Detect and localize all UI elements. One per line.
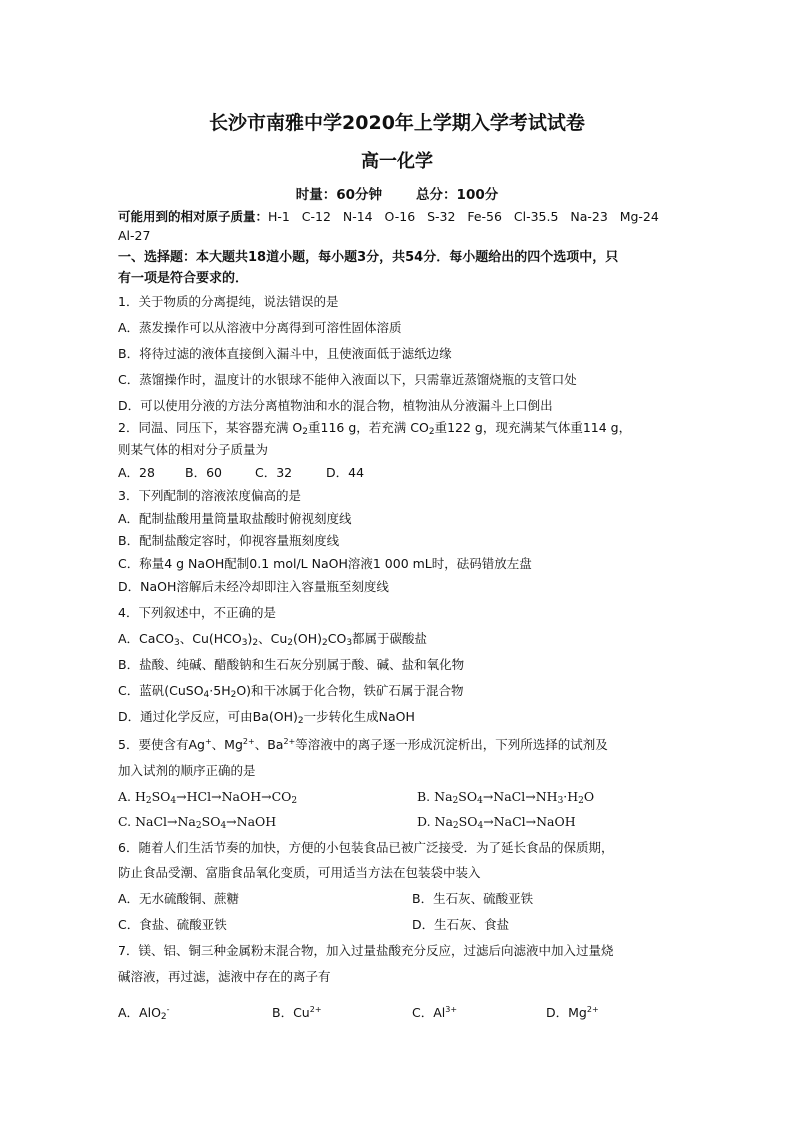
q6-option-c: C．食盐、硫酸亚铁 bbox=[118, 917, 227, 932]
q5-option-d bbox=[417, 814, 576, 830]
q2-stem-line2: 则某气体的相对分子质量为 bbox=[118, 442, 269, 457]
q6-stem-line2: 防止食品受潮、富脂食品氧化变质，可用适当方法在包装袋中装入 bbox=[118, 865, 481, 880]
q7-option-a bbox=[118, 1005, 170, 1021]
q3-option-d: D．NaOH溶解后未经冷却即注入容量瓶至刻度线 bbox=[118, 579, 389, 594]
q5-sub: 4 bbox=[220, 821, 227, 831]
q4-a-text: 都属于碳酸盐 bbox=[352, 631, 428, 646]
q7-sub: 2 bbox=[160, 1012, 167, 1022]
q1-option-d: D．可以使用分液的方法分离植物油和水的混合物，植物油从分液漏斗上口倒出 bbox=[118, 398, 553, 413]
q7-sup: 3+ bbox=[445, 1005, 458, 1014]
q7-d-text: D．Mg bbox=[546, 1005, 587, 1020]
q5-d-text: →NaCl→NaOH bbox=[483, 814, 576, 829]
q5-sup: 2+ bbox=[283, 737, 296, 746]
q2-option-d: D．44 bbox=[326, 465, 365, 480]
q5-a-text: →HCl→NaOH→CO bbox=[176, 789, 292, 804]
q1-stem: 1．关于物质的分离提纯，说法错误的是 bbox=[118, 294, 339, 309]
q1-option-b: B．将待过滤的液体直接倒入漏斗中，且使液面低于滤纸边缘 bbox=[118, 346, 452, 361]
q4-sub: 3 bbox=[174, 638, 180, 648]
subject-title: 高一化学 bbox=[361, 151, 433, 172]
q5-stem-text: 等溶液中的离子逐一形成沉淀析出，下列所选择的试剂及 bbox=[295, 737, 608, 752]
q5-b-text: B. Na bbox=[417, 789, 453, 804]
q7-sup: - bbox=[166, 1005, 170, 1014]
q5-b-text: ·H bbox=[563, 789, 579, 804]
q7-stem-line2: 碱溶液，再过滤，滤液中存在的离子有 bbox=[118, 969, 331, 984]
q5-sup: + bbox=[204, 737, 212, 746]
q4-a-text: (OH) bbox=[293, 631, 322, 646]
q5-sub: 2 bbox=[452, 796, 459, 806]
q5-sub: 2 bbox=[452, 821, 459, 831]
q5-stem bbox=[118, 737, 608, 753]
q5-b-text: O bbox=[583, 789, 595, 804]
q2-sub: 2 bbox=[428, 427, 435, 437]
atomic-mass-values: H-1 C-12 N-14 O-16 S-32 Fe-56 Cl-35.5 Na-23 Mg-24 bbox=[268, 209, 659, 224]
q7-option-b bbox=[272, 1005, 322, 1021]
q2-option-c: C．32 bbox=[255, 465, 293, 480]
q5-stem-text: 、Mg bbox=[211, 737, 243, 752]
atomic-mass-label: 可能用到的相对原子质量： bbox=[118, 209, 269, 224]
time-limit: 时量：60分钟 bbox=[295, 187, 383, 203]
q5-b-text: →NaCl→NH bbox=[482, 789, 558, 804]
q2-stem-part1: 2．同温、同压下，某容器充满 O bbox=[118, 420, 303, 435]
q4-c-text: C．蓝矾(CuSO bbox=[118, 683, 204, 698]
q6-stem-line1: 6．随着人们生活节奏的加快，方便的小包装食品已被广泛接受．为了延长食品的保质期， bbox=[118, 840, 614, 855]
q5-sub: 2 bbox=[578, 796, 584, 806]
atomic-mass-values-cont: Al-27 bbox=[118, 228, 151, 243]
q5-c-text: →NaOH bbox=[226, 814, 277, 829]
total-score: 总分：100分 bbox=[416, 187, 499, 203]
section-heading-line2: 有一项是符合要求的． bbox=[118, 271, 249, 286]
q5-d-text: SO bbox=[458, 814, 478, 829]
q1-option-a: A．蒸发操作可以从溶液中分离得到可溶性固体溶质 bbox=[118, 320, 402, 335]
q4-a-text: 、Cu(HCO bbox=[179, 631, 242, 646]
q2-stem-part3: 重122 g，现充满某气体重114 g， bbox=[434, 420, 632, 435]
q4-sub: 2 bbox=[287, 638, 293, 648]
q2-option-b: B．60 bbox=[185, 465, 222, 480]
section-heading-line1: 一、选择题：本大题共18道小题，每小题3分，共54分．每小题给出的四个选项中，只 bbox=[118, 250, 619, 265]
q5-stem-line2: 加入试剂的顺序正确的是 bbox=[118, 763, 256, 778]
q3-option-b: B．配制盐酸定容时，仰视容量瓶刻度线 bbox=[118, 533, 340, 548]
q5-option-a bbox=[118, 789, 297, 805]
q2-sub: 2 bbox=[302, 427, 309, 437]
q2-stem bbox=[118, 420, 631, 436]
q5-sub: 3 bbox=[557, 796, 564, 806]
q4-stem: 4．下列叙述中，不正确的是 bbox=[118, 605, 276, 620]
q4-sub: 4 bbox=[203, 690, 210, 700]
q3-stem: 3．下列配制的溶液浓度偏高的是 bbox=[118, 488, 301, 503]
atomic-mass-line bbox=[118, 209, 659, 225]
q4-sub: 2 bbox=[230, 690, 237, 700]
q4-c-text: O)和干冰属于化合物，铁矿石属于混合物 bbox=[236, 683, 464, 698]
q5-sub: 4 bbox=[477, 796, 483, 806]
q5-stem-text: 、Ba bbox=[254, 737, 284, 752]
q4-sub: 3 bbox=[241, 638, 248, 648]
q4-a-text: A．CaCO bbox=[118, 631, 175, 646]
q5-sub: 2 bbox=[291, 796, 298, 806]
q4-option-a bbox=[118, 631, 427, 647]
q5-sub: 4 bbox=[170, 796, 177, 806]
q3-option-c: C．称量4 g NaOH配制0.1 mol/L NaOH溶液1 000 mL时，砝码错放左盘 bbox=[118, 556, 532, 571]
q4-option-b: B．盐酸、纯碱、醋酸钠和生石灰分别属于酸、碱、盐和氧化物 bbox=[118, 657, 465, 672]
q4-option-c bbox=[118, 683, 464, 699]
q5-a-text: SO bbox=[151, 789, 171, 804]
q5-sub: 2 bbox=[195, 821, 202, 831]
q5-a-text: A. H bbox=[118, 789, 146, 804]
q7-option-c bbox=[412, 1005, 457, 1021]
q6-option-b: B．生石灰、硫酸亚铁 bbox=[412, 891, 534, 906]
q4-d-text: 一步转化生成NaOH bbox=[303, 709, 415, 724]
q5-sub: 4 bbox=[477, 821, 484, 831]
q2-option-a: A．28 bbox=[118, 465, 155, 480]
q6-option-a: A．无水硫酸铜、蔗糖 bbox=[118, 891, 240, 906]
q4-a-text: 、Cu bbox=[258, 631, 288, 646]
q5-c-text: SO bbox=[201, 814, 221, 829]
q7-sup: 2+ bbox=[586, 1005, 599, 1014]
q5-d-text: D. Na bbox=[417, 814, 453, 829]
q7-sup: 2+ bbox=[309, 1005, 322, 1014]
q4-c-text: ·5H bbox=[209, 683, 231, 698]
q5-sup: 2+ bbox=[242, 737, 255, 746]
q4-a-text: CO bbox=[327, 631, 347, 646]
exam-title: 长沙市南雅中学2020年上学期入学考试试卷 bbox=[209, 112, 585, 134]
q6-option-d: D．生石灰、食盐 bbox=[412, 917, 510, 932]
q2-stem-part2: 重116 g，若充满 CO bbox=[308, 420, 429, 435]
q5-sub: 2 bbox=[145, 796, 152, 806]
q4-sub: 2 bbox=[322, 638, 328, 648]
q4-d-text: D．通过化学反应，可由Ba(OH) bbox=[118, 709, 298, 724]
q4-option-d bbox=[118, 709, 415, 725]
q5-b-text: SO bbox=[458, 789, 478, 804]
q4-sub: 2 bbox=[252, 638, 259, 648]
q7-stem-line1: 7．镁、铝、铜三种金属粉末混合物，加入过量盐酸充分反应，过滤后向滤液中加入过量烧 bbox=[118, 943, 614, 958]
q7-b-text: B．Cu bbox=[272, 1005, 310, 1020]
q7-option-d bbox=[546, 1005, 599, 1021]
exam-info bbox=[0, 183, 794, 203]
q7-a-text: A．AlO bbox=[118, 1005, 161, 1020]
q5-option-c bbox=[118, 814, 276, 830]
q1-option-c: C．蒸馏操作时，温度计的水银球不能伸入液面以下，只需靠近蒸馏烧瓶的支管口处 bbox=[118, 372, 577, 387]
q3-option-a: A．配制盐酸用量筒量取盐酸时俯视刻度线 bbox=[118, 511, 352, 526]
q4-a-text: ) bbox=[247, 631, 253, 646]
q5-c-text: C. NaCl→Na bbox=[118, 814, 196, 829]
q5-option-b bbox=[417, 789, 594, 805]
q5-stem-text: 5．要使含有Ag bbox=[118, 737, 205, 752]
q4-sub: 3 bbox=[346, 638, 353, 648]
q4-sub: 2 bbox=[297, 716, 304, 726]
q7-c-text: C．Al bbox=[412, 1005, 446, 1020]
